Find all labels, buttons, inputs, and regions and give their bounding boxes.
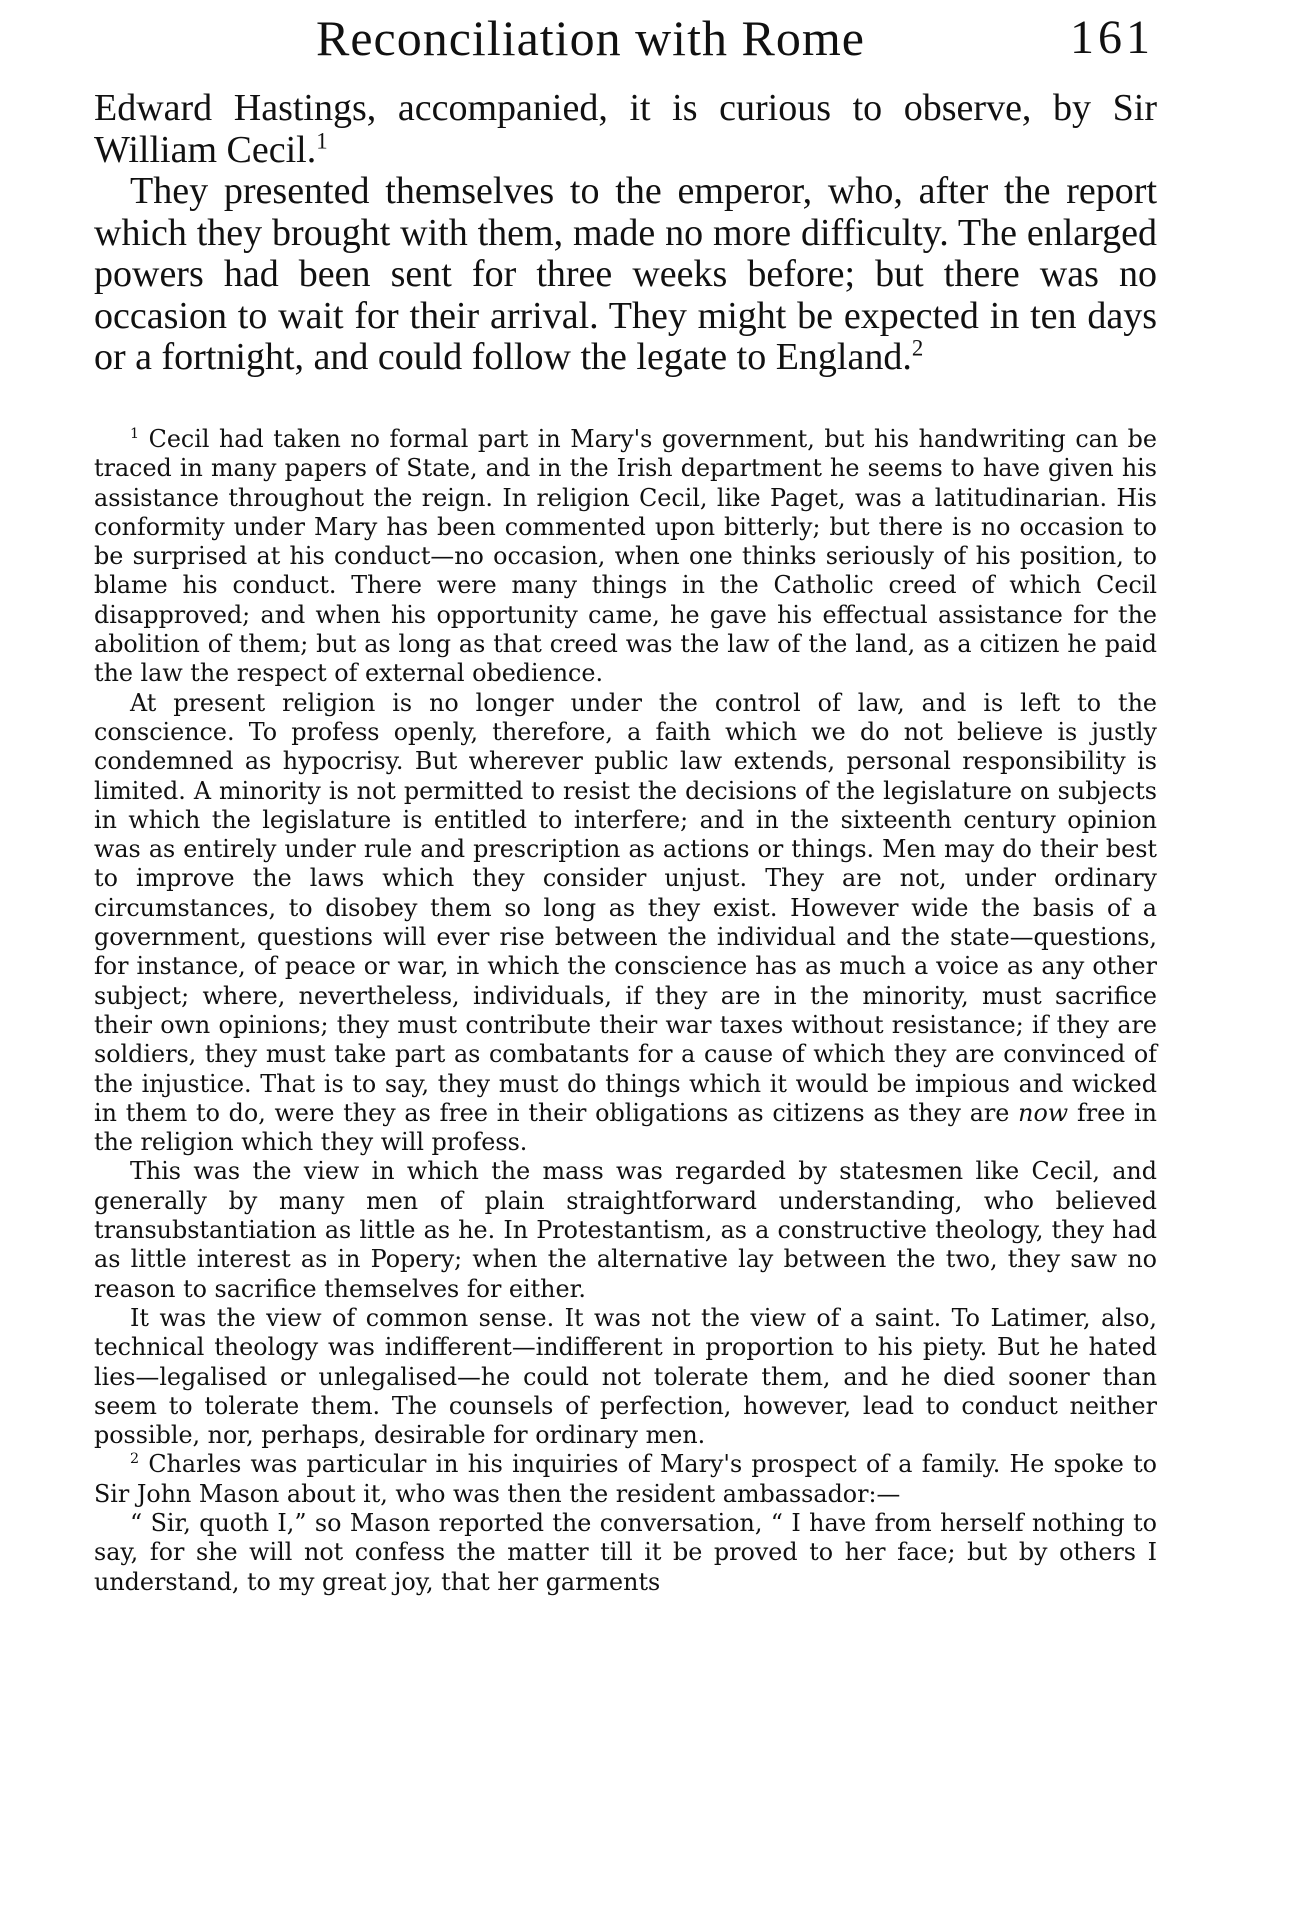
- footnotes: [94, 425, 1157, 1597]
- emphasis-text: now: [1018, 1098, 1069, 1127]
- footnote-paragraph: [94, 1157, 1157, 1303]
- running-head: [94, 8, 1154, 68]
- footnote-text: This was the view in which the mass was regarded by statesmen like Cecil, and generally by many men of plain straightforward understanding, who believed transubstantiation as little as he. In Protestantism, as a constructive theology, they had as little interest as in Popery; when the alternative lay between the two, they saw no reason to sacrifice themselves for either.: [94, 1157, 1157, 1303]
- footnote-ref: 2: [911, 335, 924, 361]
- footnote-text: At present religion is no longer under the control of law, and is left to the conscience. To profess openly, therefore, a faith which we do not believe is justly condemned as hypocrisy. But wherever public law extends, personal responsibility is limited. A minority is not permitted to resist the decisions of the legislature on subjects in which the legislature is entitled to interfere; and in the sixteenth century opinion was as entirely under rule and prescription as actions or things. Men may do their best to improve the laws which they consider unjust. They are not, under ordinary circumstances, to disobey them so long as they exist. However wide the basis of a government, questions will ever rise between the individual and the state—questions, for instance, of peace or war, in which the conscience has as much a voice as any other subject; where, nevertheless, individuals, if they are in the minority, must sacrifice their own opinions; they must contribute their war taxes without resistance; if they are soldiers, they must take part as combatants for a cause of which they are convinced of the injustice. That is to say, they must do things which it would be impious and wicked in them to do, were they as free in their obligations as citizens as they are: [94, 688, 1157, 1127]
- footnote-1: [94, 425, 1157, 689]
- footnote-text: Cecil had taken no formal part in Mary's government, but his handwriting can be traced in many papers of State, and in the Irish department he seems to have given his assistance throughout the reign. In religion Cecil, like Paget, was a latitudinarian. His conformity under Mary has been commented upon bitterly; but there is no occasion to be surprised at his conduct—no occasion, when one thinks seriously of his position, to blame his conduct. There were many things in the Catholic creed of which Cecil disapproved; and when his opportunity came, he gave his effectual assistance for the abolition of them; but as long as that creed was the law of the land, as a citizen he paid the law the respect of external obedience.: [94, 425, 1157, 688]
- footnote-paragraph: [94, 1304, 1157, 1450]
- page-number: 161: [1070, 11, 1154, 64]
- footnote-2: [94, 1450, 1157, 1509]
- main-paragraph-text: Edward Hastings, accompanied, it is curious to observe, by Sir William Cecil.: [94, 87, 1157, 171]
- chapter-title: Reconciliation with Rome: [316, 10, 865, 66]
- footnote-text: Charles was particular in his inquiries of Mary's prospect of a family. He spoke to Sir John Mason about it, who was then the resident ambassador:—: [94, 1450, 1157, 1508]
- main-paragraph: [94, 171, 1157, 379]
- main-text: [94, 88, 1157, 379]
- footnote-marker: 1: [130, 426, 140, 443]
- footnote-paragraph: [94, 1509, 1157, 1597]
- footnote-paragraph: [94, 689, 1157, 1158]
- footnote-text: free in the religion which they will profess.: [94, 1098, 1157, 1157]
- footnote-marker: 2: [130, 1451, 140, 1468]
- main-paragraph-text: They presented themselves to the emperor, who, after the report which they brought with them, made no more difficulty. The enlarged powers had been sent for three weeks before; but there was no occasion to wait for their arrival. They might be expected in ten days or a fortnight, and could follow the legate to England.: [94, 170, 1157, 378]
- footnote-text: It was the view of common sense. It was not the view of a saint. To Latimer, also, technical theology was indifferent—indifferent in proportion to his piety. But he hated lies—legalised or unlegalised—he could not tolerate them, and he died sooner than seem to tolerate them. The counsels of perfection, however, lead to conduct neither possible, nor, perhaps, desirable for ordinary men.: [94, 1303, 1157, 1450]
- footnote-ref: 1: [316, 127, 328, 153]
- main-paragraph: [94, 88, 1157, 171]
- footnote-text: “ Sir, quoth I,” so Mason reported the conversation, “ I have from herself nothing to say, for she will not confess the matter till it be proved to her face; but by others I understand, to my great joy, that her garments: [94, 1508, 1157, 1596]
